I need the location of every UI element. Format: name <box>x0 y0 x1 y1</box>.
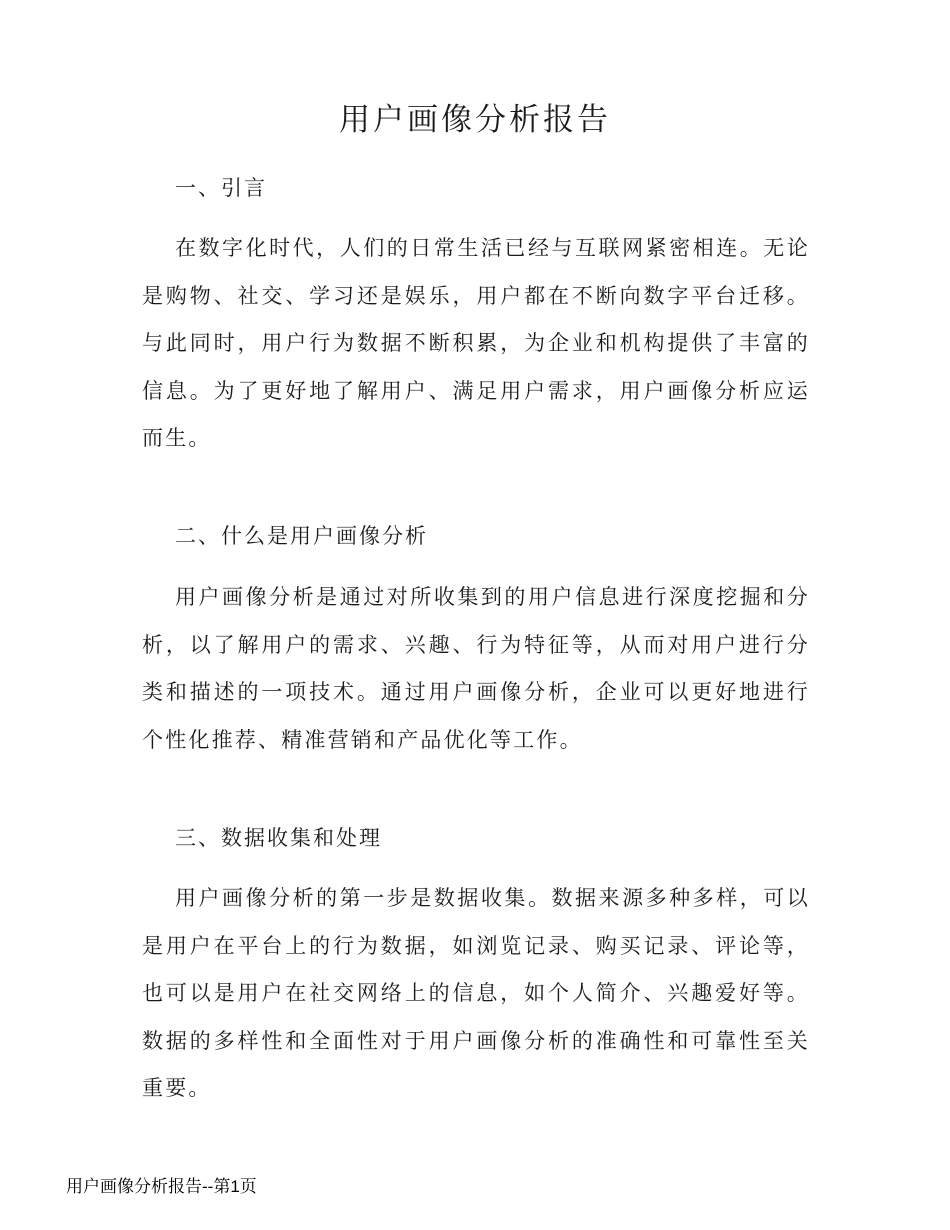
document-title: 用户画像分析报告 <box>339 102 611 138</box>
section-paragraph-what-is-user-profiling: 用户画像分析是通过对所收集到的用户信息进行深度挖掘和分析，以了解用户的需求、兴趣、行为特征等，从而对用户进行分类和描述的一项技术。通过用户画像分析，企业可以更好地进行个性化推荐、精准营销和产品优化等工作。 <box>142 585 810 752</box>
section-paragraph-introduction: 在数字化时代，人们的日常生活已经与互联网紧密相连。无论是购物、社交、学习还是娱乐，用户都在不断向数字平台迁移。与此同时，用户行为数据不断积累，为企业和机构提供了丰富的信息。为了更好地了解用户、满足用户需求，用户画像分析应运而生。 <box>142 236 810 450</box>
section-heading-data-collection: 三、数据收集和处理 <box>175 826 382 850</box>
page-footer: 用户画像分析报告--第1页 <box>66 1177 257 1196</box>
section-paragraph-data-collection: 用户画像分析的第一步是数据收集。数据来源多种多样，可以是用户在平台上的行为数据，如浏览记录、购买记录、评论等，也可以是用户在社交网络上的信息，如个人简介、兴趣爱好等。数据的多样性和全面性对于用户画像分析的准确性和可靠性至关重要。 <box>142 886 810 1100</box>
section-heading-introduction: 一、引言 <box>175 176 267 200</box>
section-heading-what-is-user-profiling: 二、什么是用户画像分析 <box>175 524 428 548</box>
